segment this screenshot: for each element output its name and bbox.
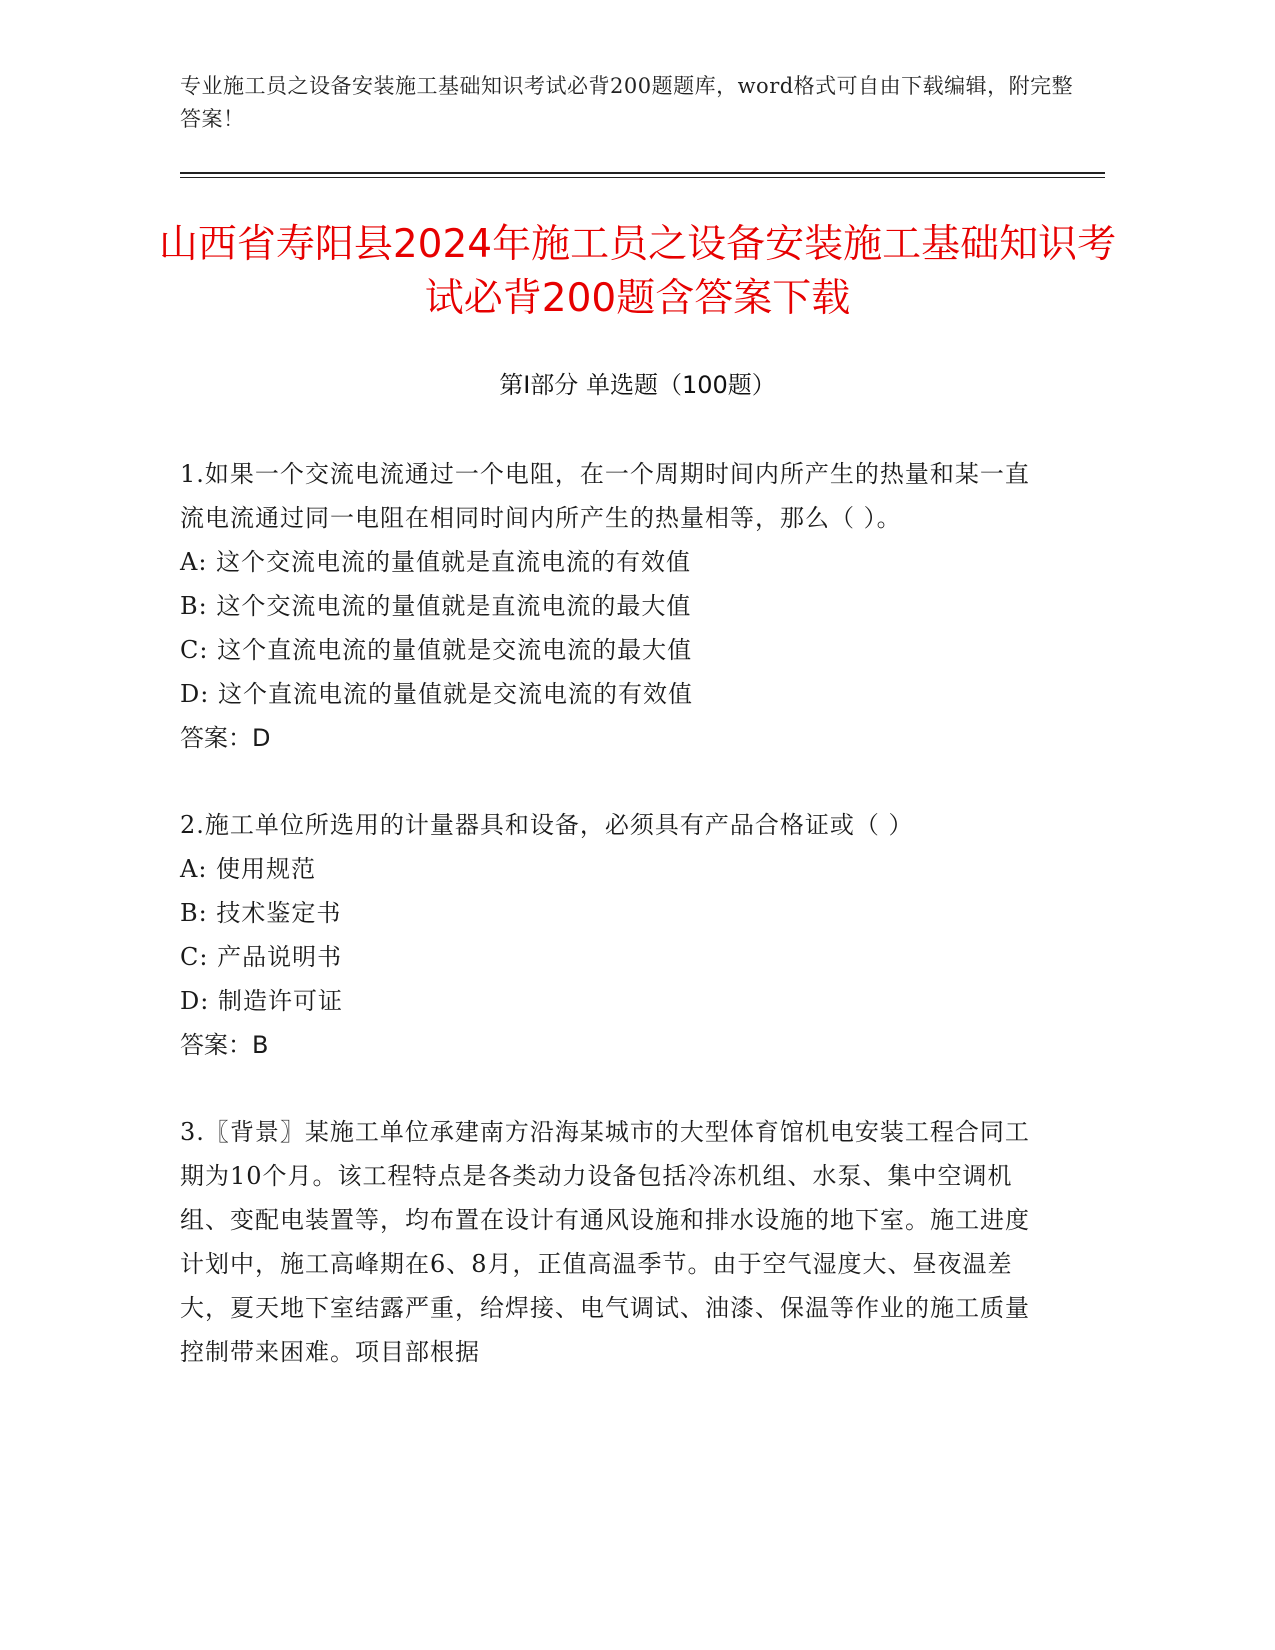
question-item xyxy=(180,1110,1040,1374)
option-c: C: 这个直流电流的量值就是交流电流的最大值 xyxy=(180,636,693,664)
option-d: D: 这个直流电流的量值就是交流电流的有效值 xyxy=(180,680,693,708)
document-title: 山西省寿阳县2024年施工员之设备安装施工基础知识考试必背200题含答案下载 xyxy=(158,222,1117,321)
answer-line: 答案：D xyxy=(180,724,271,752)
header-divider-thick xyxy=(180,172,1105,174)
option-d: D: 制造许可证 xyxy=(180,987,343,1015)
option-a: A: 这个交流电流的量值就是直流电流的有效值 xyxy=(180,548,692,576)
option-c: C: 产品说明书 xyxy=(180,943,343,971)
question-list xyxy=(180,452,1040,1417)
question-stem: 2.施工单位所选用的计量器具和设备，必须具有产品合格证或（ ） xyxy=(180,811,914,839)
header-note: 专业施工员之设备安装施工基础知识考试必背200题题库，word格式可自由下载编辑，附完整答案！ xyxy=(180,74,1074,131)
question-item xyxy=(180,803,1040,1067)
section-title: 第Ⅰ部分 单选题（100题） xyxy=(499,371,776,399)
answer-line: 答案：B xyxy=(180,1031,269,1059)
question-stem: 3.〖背景〗某施工单位承建南方沿海某城市的大型体育馆机电安装工程合同工期为10个月。该工程特点是各类动力设备包括冷冻机组、水泵、集中空调机组、变配电装置等，均布置在设计有通风设施和排水设施的地下室。施工进度计划中，施工高峰期在6、8月，正值高温季节。由于空气湿度大、昼夜温差大，夏天地下室结露严重，给焊接、电气调试、油漆、保温等作业的施工质量控制带来困难。项目部根据 xyxy=(180,1118,1030,1366)
option-b: B: 这个交流电流的量值就是直流电流的最大值 xyxy=(180,592,692,620)
header-divider-thin xyxy=(180,177,1105,178)
option-a: A: 使用规范 xyxy=(180,855,317,883)
question-stem: 1.如果一个交流电流通过一个电阻，在一个周期时间内所产生的热量和某一直流电流通过同一电阻在相同时间内所产生的热量相等，那么（ ）。 xyxy=(180,460,1030,532)
question-item xyxy=(180,452,1040,760)
option-b: B: 技术鉴定书 xyxy=(180,899,342,927)
